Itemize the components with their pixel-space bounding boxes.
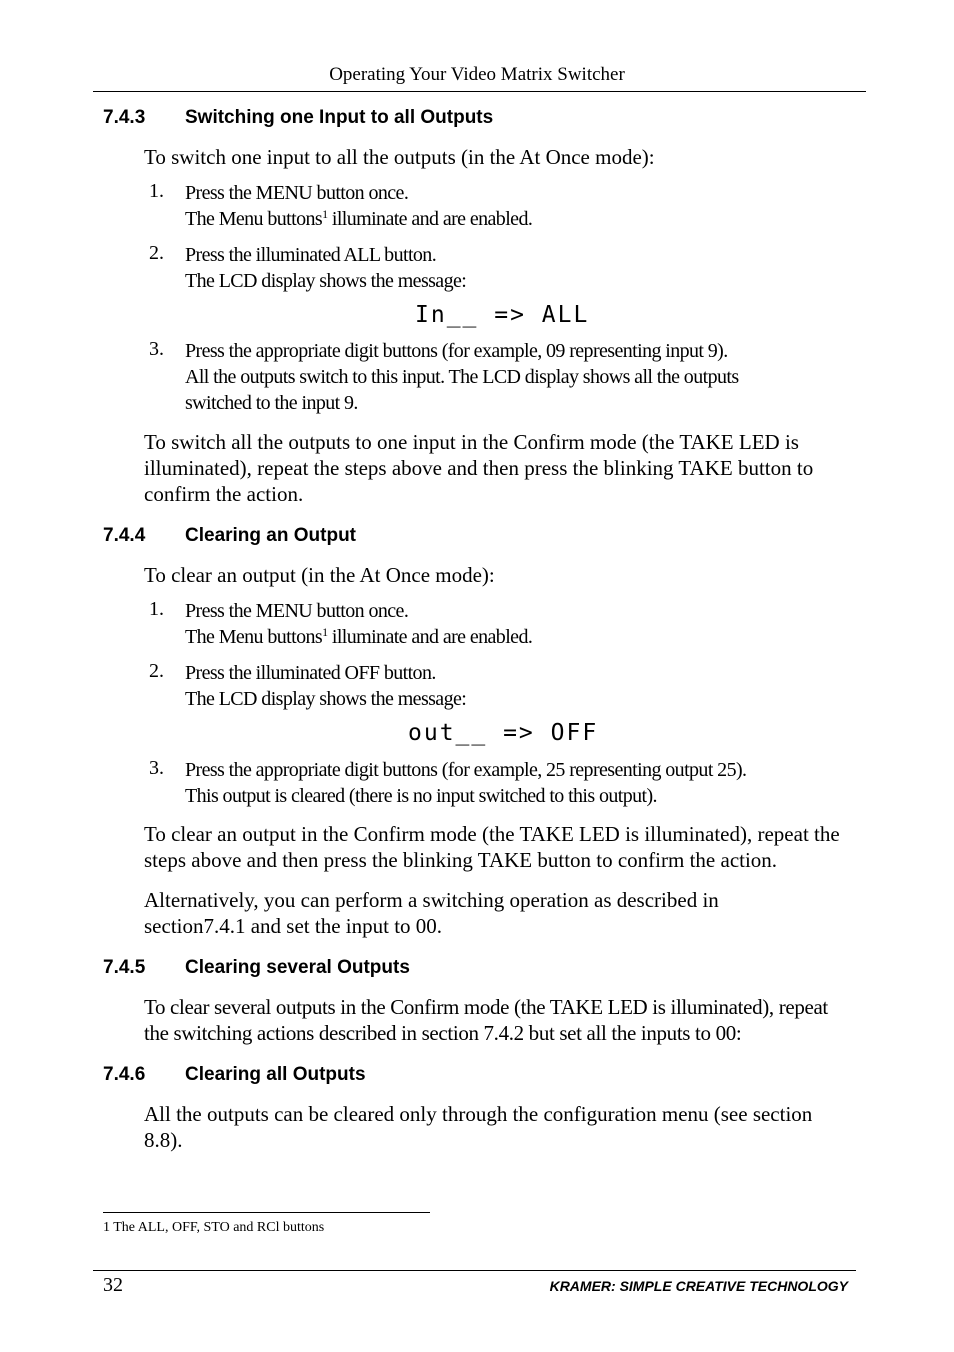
header-rule	[93, 91, 866, 92]
step-line	[185, 206, 532, 232]
step-line	[185, 624, 532, 650]
step-line: Press the appropriate digit buttons (for example, 09 representing input 9).	[185, 340, 728, 362]
footnote-ref: 1	[322, 207, 328, 221]
section-number: 7.4.5	[103, 957, 146, 978]
section-title: Clearing all Outputs	[185, 1064, 366, 1085]
lcd-message: In__ => ALL	[415, 302, 590, 328]
section-intro: To switch one input to all the outputs (in the At Once mode):	[144, 145, 655, 169]
step-line: All the outputs switch to this input. The LCD display shows all the outputs	[185, 366, 739, 388]
section-title: Clearing several Outputs	[185, 957, 410, 978]
step-number: 3.	[149, 338, 164, 360]
step-number: 2.	[149, 242, 164, 264]
footer-rule	[93, 1270, 856, 1271]
step-line: Press the MENU button once.	[185, 600, 409, 622]
step-text: The Menu buttons	[185, 208, 323, 230]
section-paragraph: Alternatively, you can perform a switching operation as described in section7.4.1 and set the input to 00.	[144, 888, 719, 938]
step-text: illuminate and are enabled.	[327, 208, 533, 230]
section-number: 7.4.3	[103, 107, 146, 128]
page-header-title: Operating Your Video Matrix Switcher	[329, 64, 625, 85]
step-line: Press the illuminated ALL button.	[185, 244, 437, 266]
section-title: Switching one Input to all Outputs	[185, 107, 494, 128]
section-number: 7.4.6	[103, 1064, 146, 1085]
step-line: This output is cleared (there is no input switched to this output).	[185, 785, 657, 807]
section-title: Clearing an Output	[185, 525, 356, 546]
step-line: Press the appropriate digit buttons (for example, 25 representing output 25).	[185, 759, 747, 781]
step-text: illuminate and are enabled.	[327, 626, 533, 648]
step-line: Press the MENU button once.	[185, 182, 409, 204]
step-line: Press the illuminated OFF button.	[185, 662, 436, 684]
section-paragraph: To switch all the outputs to one input in the Confirm mode (the TAKE LED is illuminated), repeat the steps above and then press the blinking TAKE button to confirm the action.	[144, 430, 814, 506]
step-text: The Menu buttons	[185, 626, 323, 648]
step-number: 2.	[149, 660, 164, 682]
footnote-ref: 1	[322, 625, 328, 639]
step-number: 3.	[149, 757, 164, 779]
step-number: 1.	[149, 180, 164, 202]
section-paragraph: To clear several outputs in the Confirm mode (the TAKE LED is illuminated), repeat the switching actions described in section 7.4.2 but set all the inputs to 00:	[144, 995, 828, 1045]
section-paragraph: All the outputs can be cleared only through the configuration menu (see section 8.8).	[144, 1102, 813, 1152]
footnote: 1 The ALL, OFF, STO and RCl buttons	[103, 1220, 325, 1235]
section-intro: To clear an output (in the At Once mode):	[144, 563, 495, 587]
footer-brand: KRAMER: SIMPLE CREATIVE TECHNOLOGY	[549, 1278, 848, 1294]
step-line: The LCD display shows the message:	[185, 270, 467, 292]
page-number: 32	[103, 1274, 123, 1296]
section-number: 7.4.4	[103, 525, 146, 546]
step-line: The LCD display shows the message:	[185, 688, 467, 710]
step-line: switched to the input 9.	[185, 392, 358, 414]
section-paragraph: To clear an output in the Confirm mode (the TAKE LED is illuminated), repeat the steps above and then press the blinking TAKE button to confirm the action.	[144, 822, 840, 872]
step-number: 1.	[149, 598, 164, 620]
lcd-message: out__ => OFF	[408, 720, 599, 746]
footnote-rule	[103, 1212, 430, 1213]
